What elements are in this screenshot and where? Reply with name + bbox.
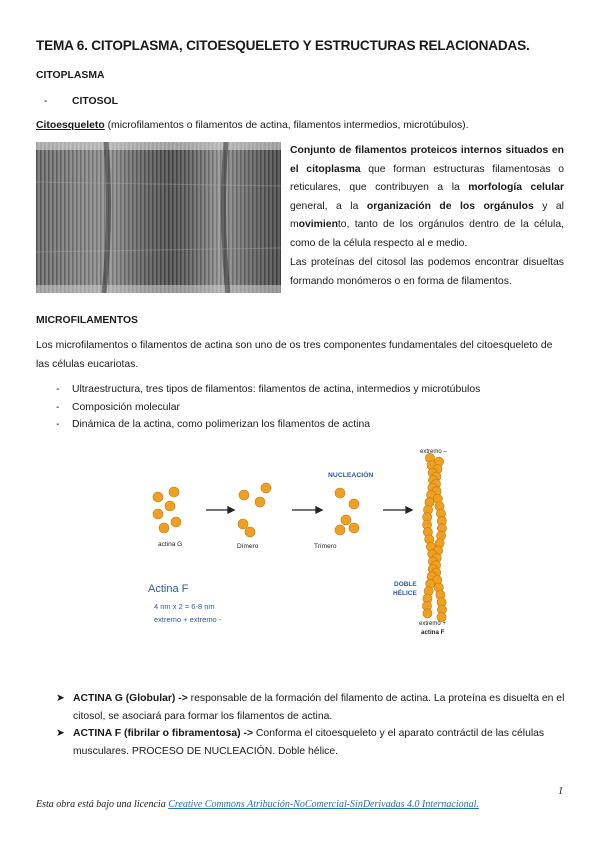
definition-bold-morfologia: morfología celular <box>468 182 564 194</box>
label-nucleacion: NUCLEACIÓN <box>328 472 374 479</box>
citoesqueleto-components: (microfilamentos o filamentos de actina, filamentos intermedios, microtúbulos). <box>104 120 469 131</box>
citoesqueleto-term: Citoesqueleto <box>36 120 105 131</box>
label-extremo-plus: extremo + <box>419 621 446 627</box>
license-prefix: Esta obra está bajo una licencia <box>36 799 169 810</box>
definition-text-1: que forman estructuras filamentosas o reticulares, que contribuyen a la <box>290 163 564 194</box>
actin-types-list <box>56 690 566 760</box>
label-actina-g: actina G <box>158 541 183 548</box>
topics-list <box>56 381 480 434</box>
list-item-text: Ultraestructura, tres tipos de filamentos: filamentos de actina, intermedios y microtúbulos <box>72 384 481 395</box>
list-item-text: Dinámica de la actina, como polimerizan los filamentos de actina <box>72 419 371 431</box>
label-helice: HÉLICE <box>393 590 417 597</box>
actina-g-text: responsable de la formación del filamento de actina. La proteína es disuelta en el citosol, se asociará para formar los filamentos de actina. <box>73 693 565 722</box>
section-heading-microfilamentos: MICROFILAMENTOS <box>36 315 138 326</box>
actin-diagram-svg <box>140 440 460 640</box>
microfilament-paragraph: Los microfilamentos o filamentos de actina son uno de os tres componentes fundamentales del citoesqueleto de las células eucariotas. <box>36 340 553 370</box>
label-dimero: Dímero <box>237 543 259 550</box>
actin-bead <box>245 527 255 537</box>
actin-bead <box>239 490 249 500</box>
label-trimero: Trímero <box>314 543 337 550</box>
definition-text-3: y al m <box>290 200 564 231</box>
actin-bead <box>255 497 265 507</box>
actin-bead <box>153 492 163 502</box>
actin-bead <box>335 488 345 498</box>
actin-bead <box>153 509 163 519</box>
list-item: - Composición molecular <box>56 401 180 413</box>
citosol-label: CITOSOL <box>72 96 118 107</box>
actin-bead <box>169 487 179 497</box>
actin-bead <box>341 515 351 525</box>
label-formula: 4 nm x 2 = 6-8 nm <box>154 602 215 611</box>
actin-bead <box>261 483 271 493</box>
actin-bead <box>423 609 432 618</box>
license-link[interactable]: Creative Commons Atribución-NoComercial-SinDerivadas 4.0 Internacional. <box>168 799 479 810</box>
list-item-actina-g <box>56 690 566 725</box>
actin-bead <box>159 523 169 533</box>
actin-bead <box>349 523 359 533</box>
label-actina-f: Actina F <box>148 583 189 595</box>
actin-polymerization-diagram <box>140 440 460 640</box>
label-extremos: extremo + extremo - <box>154 615 222 624</box>
actin-bead <box>335 525 345 535</box>
actin-bead <box>349 499 359 509</box>
proteins-paragraph: Las proteínas del citosol las podemos encontrar disueltas formando monómeros o en forma de filamentos. <box>290 257 564 287</box>
label-doble: DOBLE <box>394 581 417 588</box>
actina-f-text: Conforma el citoesqueleto y el aparato contráctil de las células musculares. PROCESO DE NUCLEACIÓN. Doble hélice. <box>73 728 545 757</box>
micrograph-figure <box>36 142 281 293</box>
cytoskeleton-definition <box>290 142 564 254</box>
page-title: TEMA 6. CITOPLASMA, CITOESQUELETO Y ESTRUCTURAS RELACIONADAS. <box>36 38 530 53</box>
citoesqueleto-line <box>36 120 469 131</box>
arrowhead-bullet-icon: ➤ <box>56 728 65 740</box>
definition-lead: Conjunto de filamentos proteicos internos situados en el citoplasma <box>290 145 564 175</box>
label-actina-f-small: actina F <box>421 629 445 636</box>
license-footer <box>36 799 479 810</box>
definition-bold-movimiento: ovimien <box>298 219 338 231</box>
label-extremo-minus: extremo – <box>420 449 447 455</box>
definition-text-4: to, tanto de los orgánulos dentro de la célula, como de la célula respecto al e medio. <box>290 219 564 249</box>
definition-bold-organizacion: organización de los orgánulos <box>366 200 534 212</box>
list-item-text: Composición molecular <box>72 401 180 413</box>
page-number: 1 <box>558 786 564 797</box>
list-item-actina-f <box>56 725 566 760</box>
arrowhead-bullet-icon: ➤ <box>56 693 65 704</box>
list-item: - Dinámica de la actina, como polimerizan los filamentos de actina <box>56 419 371 431</box>
actina-f-term: ACTINA F (fibrilar o fibramentosa) -> <box>73 728 254 740</box>
section-heading-citoplasma: CITOPLASMA <box>36 70 105 81</box>
actin-bead <box>165 501 175 511</box>
list-dash: - <box>44 96 48 107</box>
actin-bead <box>238 519 248 529</box>
citosol-item <box>44 96 118 107</box>
list-item: - Ultraestructura, tres tipos de filamentos: filamentos de actina, intermedios y microtúbulos <box>56 384 481 395</box>
actina-g-term: ACTINA G (Globular) -> <box>73 693 188 704</box>
definition-text-2: general, a la <box>290 200 367 212</box>
actin-bead <box>171 517 181 527</box>
micrograph-image <box>36 142 281 293</box>
